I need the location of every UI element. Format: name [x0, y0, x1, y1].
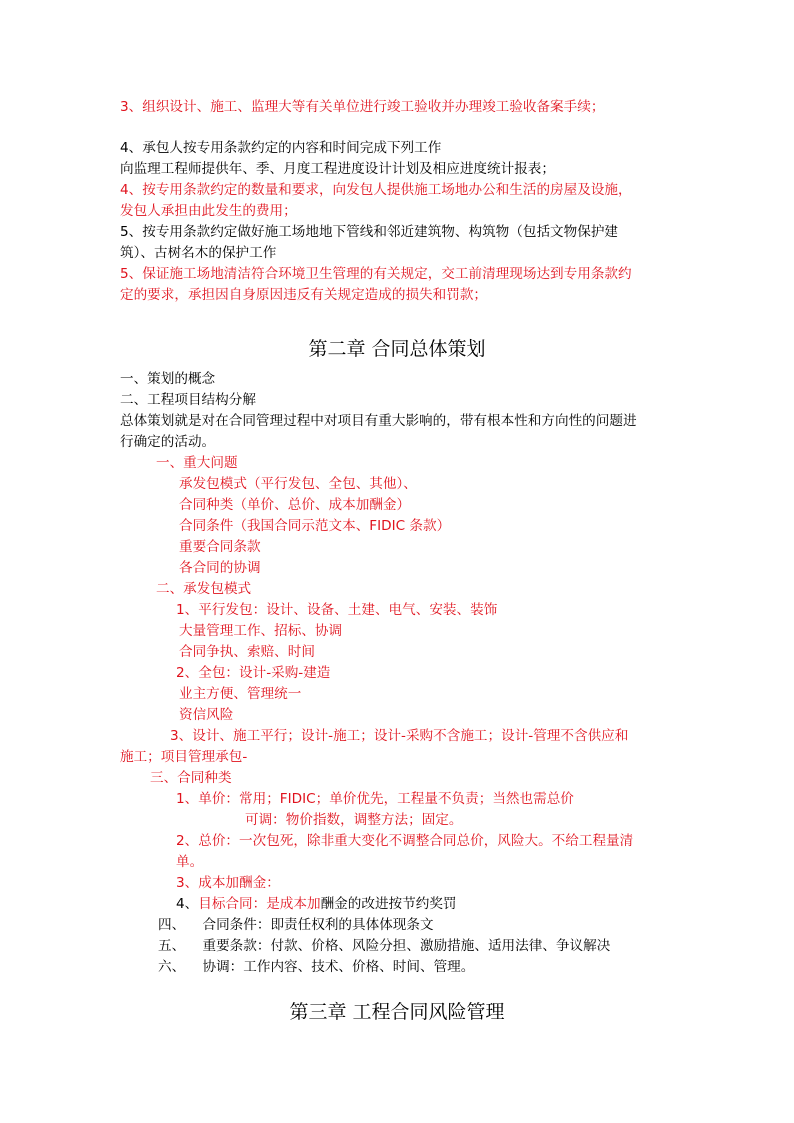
text-line: 二、承发包模式: [156, 581, 252, 597]
text-line: 筑）、古树名木的保护工作: [120, 245, 277, 261]
text-line: [176, 894, 457, 914]
text-line: 3、设计、施工平行；设计-施工；设计-采购不含施工；设计-管理不含供应和: [170, 728, 629, 744]
text-line: 4、按专用条款约定的数量和要求，向发包人提供施工场地办公和生活的房屋及设施，: [120, 182, 632, 198]
text-line: 一、重大问题: [156, 455, 238, 471]
text-line: 1、平行发包：设计、设备、土建、电气、安装、装饰: [176, 602, 498, 618]
text-run: 4、: [176, 896, 199, 912]
chapter-heading: 第二章 合同总体策划: [308, 338, 486, 360]
text-line: 向监理工程师提供年、季、月度工程进度设计计划及相应进度统计报表；: [120, 161, 555, 177]
text-line: 可调：物价指数，调整方法；固定。: [245, 812, 463, 828]
chapter-heading: 第三章 工程合同风险管理: [289, 1001, 505, 1023]
text-line: 2、全包：设计-采购-建造: [176, 665, 331, 681]
text-line: 六、 协调：工作内容、技术、价格、时间、管理。: [158, 959, 475, 975]
text-line: 单。: [176, 854, 204, 870]
text-line: 合同争执、索赔、时间: [179, 644, 315, 660]
text-line: 2、总价：一次包死，除非重大变化不调整合同总价，风险大。不给工程量清: [176, 833, 634, 849]
text-line: 三、合同种类: [150, 770, 232, 786]
text-line: 定的要求，承担因自身原因违反有关规定造成的损失和罚款；: [120, 287, 488, 303]
text-line: 资信风险: [179, 707, 234, 723]
text-line: 五、 重要条款：付款、价格、风险分担、激励措施、适用法律、争议解决: [158, 938, 611, 954]
text-line: 合同条件（我国合同示范文本、FIDIC 条款）: [179, 518, 451, 534]
text-run: 目标合同：是成本加: [198, 896, 321, 912]
text-line: 发包人承担由此发生的费用；: [120, 203, 297, 219]
text-line: 业主方便、管理统一: [179, 686, 302, 702]
text-line: 四、 合同条件：即责任权利的具体体现条文: [158, 917, 434, 933]
text-line: 5、保证施工场地清洁符合环境卫生管理的有关规定，交工前清理现场达到专用条款约: [120, 266, 632, 282]
text-line: 一、策划的概念: [120, 371, 216, 387]
text-line: 二、工程项目结构分解: [120, 392, 256, 408]
text-line: 1、单价：常用；FIDIC；单价优先，工程量不负责；当然也需总价: [176, 791, 574, 807]
text-line: 各合同的协调: [179, 560, 261, 576]
text-line: 4、承包人按专用条款约定的内容和时间完成下列工作: [120, 140, 442, 156]
text-line: 承发包模式（平行发包、全包、其他）、: [179, 476, 417, 492]
text-line: 合同种类（单价、总价、成本加酬金）: [179, 497, 411, 513]
text-run: 酬金的改进按节约奖罚: [320, 896, 457, 912]
text-line: 3、成本加酬金：: [176, 875, 280, 891]
text-line: 行确定的活动。: [120, 434, 216, 450]
text-line: 大量管理工作、招标、协调: [179, 623, 343, 639]
text-line: 总体策划就是对在合同管理过程中对项目有重大影响的，带有根本性和方向性的问题进: [120, 413, 637, 429]
text-line: 5、按专用条款约定做好施工场地地下管线和邻近建筑物、构筑物（包括文物保护建: [120, 224, 619, 240]
text-line: 3、组织设计、施工、监理大等有关单位进行竣工验收并办理竣工验收备案手续；: [120, 99, 605, 115]
text-line: 施工；项目管理承包-: [120, 749, 248, 765]
text-line: 重要合同条款: [179, 539, 261, 555]
